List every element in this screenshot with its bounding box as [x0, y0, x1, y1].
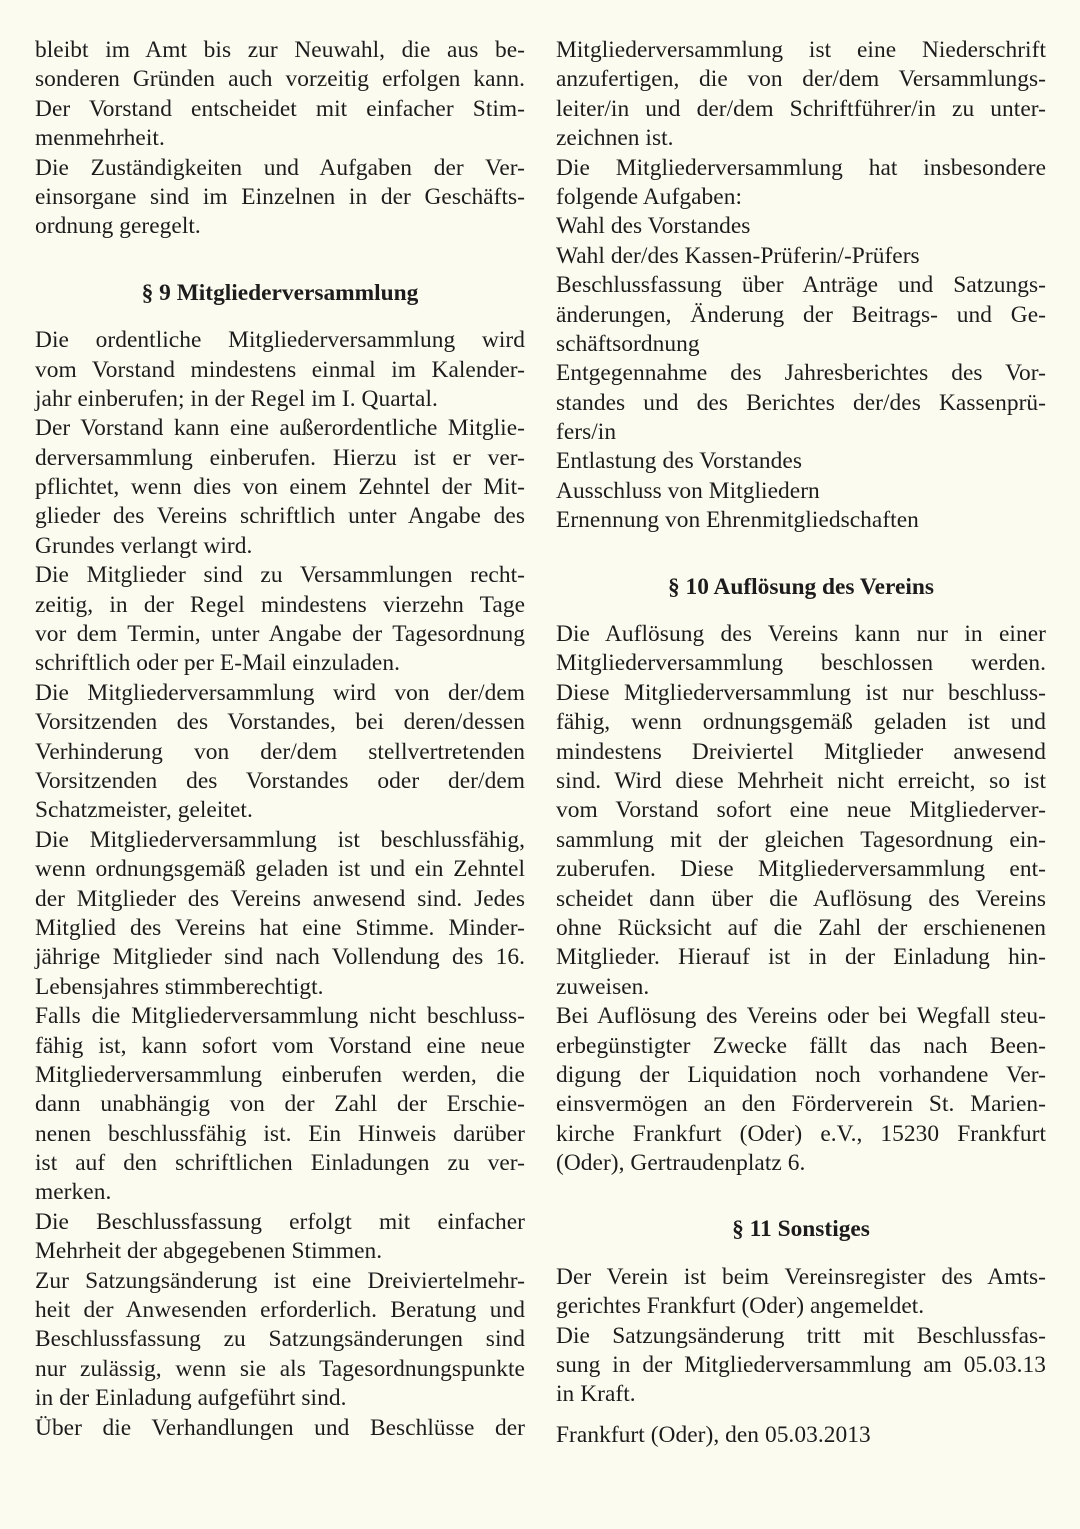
- text-line: anzufertigen, die von der/dem Versammlungs-: [556, 66, 1046, 93]
- text-line: sonderen Gründen auch vorzeitig erfolgen kann.: [35, 66, 525, 93]
- text-line: Die Mitgliederversammlung hat insbesondere: [556, 154, 1046, 181]
- text-line: Vorsitzenden des Vorstandes, bei deren/dessen: [35, 709, 525, 736]
- paragraph-extraordinary-meeting: [35, 414, 525, 561]
- paragraph-majority: [35, 1208, 525, 1267]
- text-line: Der Verein ist beim Vereinsregister des Amts-: [556, 1263, 1046, 1290]
- spacer: [556, 1245, 1046, 1263]
- list-item: Entlastung des Vorstandes: [556, 448, 802, 475]
- spacer: [556, 1410, 1046, 1421]
- text-line: vor dem Termin, unter Angabe der Tagesordnung: [35, 621, 525, 648]
- text-line: Über die Verhandlungen und Beschlüsse der: [35, 1414, 525, 1441]
- text-line: nur zulässig, wenn sie als Tagesordnungspunkte: [35, 1355, 525, 1382]
- text-line: Vorsitzenden des Vorstandes oder der/dem: [35, 767, 525, 794]
- text-line: Mehrheit der abgegebenen Stimmen.: [35, 1238, 383, 1265]
- paragraph-board-term: [35, 36, 525, 154]
- text-line: Diese Mitgliederversammlung ist nur beschluss-: [556, 679, 1046, 706]
- paragraph-minutes-end: [556, 36, 1046, 154]
- paragraph-chair: [35, 679, 525, 826]
- text-line: derversammlung einberufen. Hierzu ist er ver-: [35, 444, 525, 471]
- text-line: Die Mitgliederversammlung wird von der/dem: [35, 679, 525, 706]
- text-line: wenn ordnungsgemäß geladen ist und ein Zehntel: [35, 856, 525, 883]
- text-line: jahr einberufen; in der Regel im I. Quartal.: [35, 385, 438, 412]
- text-line: Zur Satzungsänderung ist eine Dreiviertelmehr-: [35, 1267, 525, 1294]
- text-line: vom Vorstand mindestens einmal im Kalender-: [35, 356, 525, 383]
- list-item: änderungen, Änderung der Beitrags- und Ge-: [556, 301, 1046, 328]
- text-line: Der Vorstand entscheidet mit einfacher Stim-: [35, 95, 525, 122]
- text-line: glieder des Vereins schriftlich unter Angabe des: [35, 503, 525, 530]
- spacer: [35, 308, 525, 326]
- text-line: sammlung mit der gleichen Tagesordnung ein-: [556, 826, 1046, 853]
- section-heading-10: § 10 Auflösung des Vereins: [667, 573, 935, 600]
- text-line: in der Einladung aufgeführt sind.: [35, 1385, 347, 1412]
- place-and-date: Frankfurt (Oder), den 05.03.2013: [556, 1421, 871, 1448]
- text-line: jährige Mitglieder sind nach Vollendung des 16.: [35, 944, 525, 971]
- text-line: zeitig, in der Regel mindestens vierzehn Tage: [35, 591, 525, 618]
- text-line: leiter/in und der/dem Schriftführer/in zu unter-: [556, 95, 1046, 122]
- spacer: [556, 1178, 1046, 1215]
- text-line: Beschlussfassung zu Satzungsänderungen sind: [35, 1326, 525, 1353]
- text-line: (Oder), Gertraudenplatz 6.: [556, 1150, 806, 1177]
- paragraph-assets: [556, 1002, 1046, 1178]
- text-line: einsvermögen an den Förderverein St. Marien-: [556, 1091, 1046, 1118]
- text-line: Verhinderung von der/dem stellvertretenden: [35, 738, 525, 765]
- list-item: Ausschluss von Mitgliedern: [556, 477, 820, 504]
- text-line: sung in der Mitgliederversammlung am 05.03.13: [556, 1352, 1046, 1379]
- text-line: bleibt im Amt bis zur Neuwahl, die aus be-: [35, 37, 525, 63]
- text-line: Die Auflösung des Vereins kann nur in einer: [556, 621, 1046, 648]
- text-line: zeichnen ist.: [556, 125, 674, 152]
- text-line: folgende Aufgaben:: [556, 183, 743, 210]
- paragraph-invitation: [35, 561, 525, 679]
- paragraph-no-quorum: [35, 1002, 525, 1208]
- paragraph-register: [556, 1263, 1046, 1322]
- paragraph-ordinary-meeting: [35, 326, 525, 414]
- list-item: schäftsordnung: [556, 330, 700, 357]
- text-line: in Kraft.: [556, 1381, 636, 1408]
- text-line: pflichtet, wenn dies von einem Zehntel der Mit-: [35, 474, 525, 501]
- list-item: Entgegennahme des Jahresberichtes des Vor-: [556, 360, 1046, 387]
- text-line: fähig ist, kann sofort vom Vorstand eine neue: [35, 1032, 525, 1059]
- text-line: scheidet dann über die Auflösung des Vereins: [556, 885, 1046, 912]
- text-line: Mitgliederversammlung ist eine Niederschrift: [556, 37, 1046, 63]
- text-line: Schatzmeister, geleitet.: [35, 797, 253, 824]
- list-item: fers/in: [556, 419, 617, 446]
- spacer: [556, 602, 1046, 620]
- text-line: einsorgane sind im Einzelnen in der Geschäfts-: [35, 183, 525, 210]
- text-line: heit der Anwesenden erforderlich. Beratung und: [35, 1297, 525, 1324]
- text-line: kirche Frankfurt (Oder) e.V., 15230 Frankfurt: [556, 1120, 1046, 1147]
- text-line: zuweisen.: [556, 973, 650, 1000]
- spacer: [35, 242, 525, 279]
- text-line: Die Satzungsänderung tritt mit Beschlussfas-: [556, 1322, 1046, 1349]
- paragraph-effective: [556, 1322, 1046, 1410]
- section-heading-11: § 11 Sonstiges: [732, 1216, 870, 1243]
- list-item: Wahl des Vorstandes: [556, 213, 751, 240]
- text-line: gerichtes Frankfurt (Oder) angemeldet.: [556, 1293, 925, 1320]
- text-line: Die ordentliche Mitgliederversammlung wird: [35, 327, 525, 354]
- text-line: ordnung geregelt.: [35, 213, 201, 240]
- task-list: [556, 212, 1046, 535]
- text-line: Mitglieder. Hierauf ist in der Einladung hin-: [556, 944, 1046, 971]
- text-line: Die Beschlussfassung erfolgt mit einfacher: [35, 1208, 525, 1235]
- text-line: mindestens Dreiviertel Mitglieder anwesend: [556, 738, 1046, 765]
- text-line: Der Vorstand kann eine außerordentliche Mitglie-: [35, 415, 525, 442]
- paragraph-responsibilities: [35, 154, 525, 242]
- text-line: ist auf den schriftlichen Einladungen zu ver-: [35, 1150, 525, 1177]
- paragraph-dissolution: [556, 620, 1046, 1002]
- text-line: vom Vorstand sofort eine neue Mitgliederver-: [556, 797, 1046, 824]
- text-line: ohne Rücksicht auf die Zahl der erschienenen: [556, 914, 1046, 941]
- spacer: [556, 536, 1046, 573]
- text-line: Mitglied des Vereins hat eine Stimme. Minder-: [35, 914, 525, 941]
- text-line: merken.: [35, 1179, 112, 1206]
- paragraph-minutes-start: [35, 1414, 525, 1443]
- list-item: Ernennung von Ehrenmitgliedschaften: [556, 507, 919, 534]
- list-item: Wahl der/des Kassen-Prüferin/-Prüfers: [556, 242, 920, 269]
- text-line: schriftlich oder per E-Mail einzuladen.: [35, 650, 401, 677]
- text-line: Falls die Mitgliederversammlung nicht beschluss-: [35, 1003, 525, 1030]
- list-item: Beschlussfassung über Anträge und Satzungs-: [556, 272, 1046, 299]
- paragraph-amendment: [35, 1267, 525, 1414]
- text-line: Lebensjahres stimmberechtigt.: [35, 973, 324, 1000]
- text-line: Die Mitgliederversammlung ist beschlussfähig,: [35, 826, 525, 853]
- paragraph-quorum: [35, 826, 525, 1002]
- paragraph-tasks-intro: [556, 154, 1046, 213]
- list-item: standes und des Berichtes der/des Kassenprü-: [556, 389, 1046, 416]
- text-line: dann unabhängig von der Zahl der Erschie-: [35, 1091, 525, 1118]
- left-column: [35, 36, 525, 1443]
- text-line: menmehrheit.: [35, 125, 165, 152]
- text-line: Bei Auflösung des Vereins oder bei Wegfall steu-: [556, 1003, 1046, 1030]
- text-line: Grundes verlangt wird.: [35, 532, 253, 559]
- text-line: Mitgliederversammlung einberufen werden, die: [35, 1061, 525, 1088]
- text-line: sind. Wird diese Mehrheit nicht erreicht, so ist: [556, 767, 1046, 794]
- text-line: fähig, wenn ordnungsgemäß geladen ist und: [556, 709, 1046, 736]
- text-line: Die Mitglieder sind zu Versammlungen recht-: [35, 562, 525, 589]
- section-heading-9: § 9 Mitgliederversammlung: [141, 279, 419, 306]
- text-line: erbegünstigter Zwecke fällt das nach Been-: [556, 1032, 1046, 1059]
- text-line: Die Zuständigkeiten und Aufgaben der Ver-: [35, 154, 525, 181]
- text-line: zuberufen. Diese Mitgliederversammlung ent-: [556, 856, 1046, 883]
- text-line: Mitgliederversammlung beschlossen werden.: [556, 650, 1046, 677]
- text-line: der Mitglieder des Vereins anwesend sind. Jedes: [35, 885, 525, 912]
- text-line: nenen beschlussfähig ist. Ein Hinweis darüber: [35, 1120, 525, 1147]
- text-line: digung der Liquidation noch vorhandene Ver-: [556, 1061, 1046, 1088]
- right-column: [556, 36, 1046, 1450]
